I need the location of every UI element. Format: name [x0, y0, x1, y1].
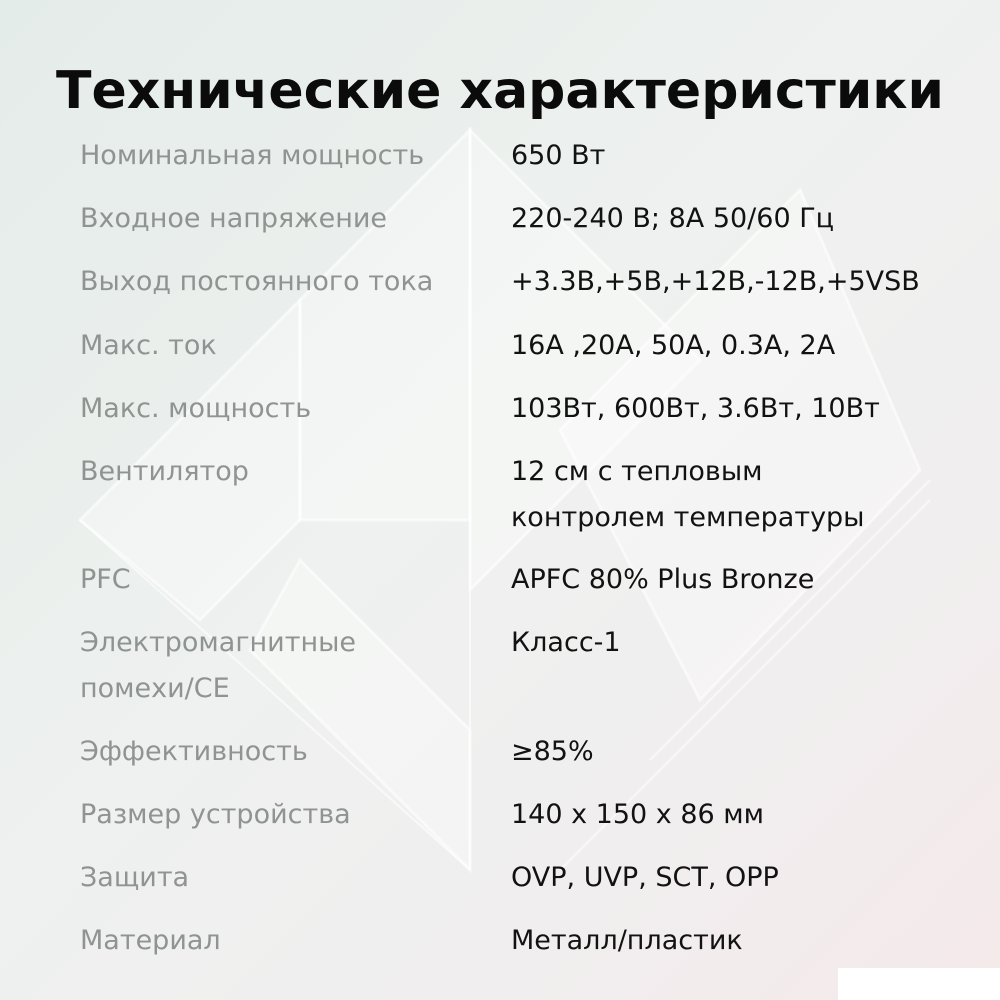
spec-label: Входное напряжение	[80, 203, 388, 234]
page-title: Технические характеристики	[56, 61, 944, 121]
spec-value: 220-240 В; 8A 50/60 Гц	[511, 203, 835, 234]
spec-label: Выход постоянного тока	[80, 266, 434, 297]
spec-label: Макс. мощность	[80, 393, 312, 424]
spec-label: Эффективность	[80, 736, 308, 767]
spec-label: Вентилятор	[80, 456, 249, 487]
spec-label: Электромагнитные помехи/CE	[80, 627, 357, 704]
spec-value: Металл/пластик	[511, 925, 743, 956]
spec-label: Номинальная мощность	[80, 140, 425, 171]
spec-value: 140 x 150 x 86 мм	[511, 799, 765, 830]
spec-label: PFC	[80, 564, 131, 595]
spec-value: 16A ,20A, 50A, 0.3A, 2A	[511, 330, 836, 361]
spec-value: OVP, UVP, SCT, OPP	[511, 862, 779, 893]
spec-value: 650 Вт	[511, 140, 606, 171]
spec-label: Защита	[80, 862, 190, 893]
spec-label: Макс. ток	[80, 330, 217, 361]
spec-label: Материал	[80, 925, 221, 956]
corner-white-bar	[838, 968, 1000, 1000]
spec-value: 12 см с тепловым контролем температуры	[511, 456, 865, 533]
spec-label: Размер устройства	[80, 799, 351, 830]
spec-value: Класс-1	[511, 627, 621, 658]
spec-value: ≥85%	[511, 736, 594, 767]
spec-value: 103Вт, 600Вт, 3.6Вт, 10Вт	[511, 393, 880, 424]
spec-value: APFC 80% Plus Bronze	[511, 564, 815, 595]
spec-value: +3.3В,+5В,+12В,-12В,+5VSB	[511, 266, 920, 297]
